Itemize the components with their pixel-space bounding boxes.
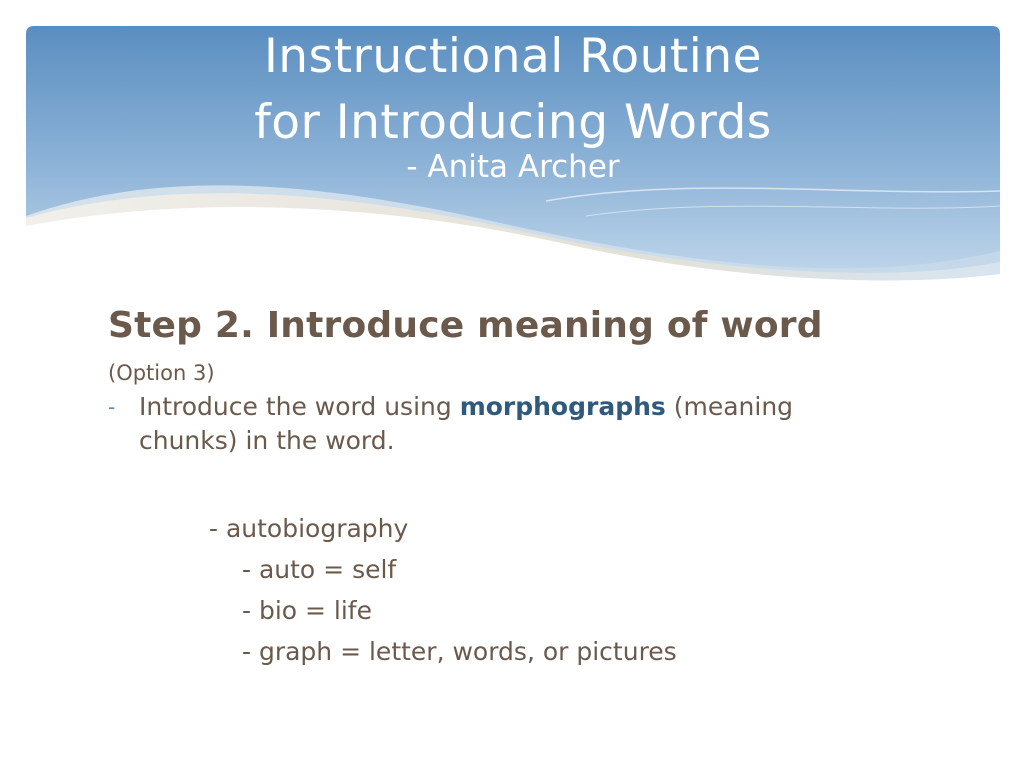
bullet-item: [108, 390, 859, 458]
morph-part-bio: - bio = life: [242, 596, 372, 625]
title-line-2: for Introducing Words: [254, 95, 772, 150]
option-label: (Option 3): [108, 361, 215, 385]
slide-title: [26, 24, 1000, 186]
title-subtitle: - Anita Archer: [406, 149, 620, 185]
step-heading: Step 2. Introduce meaning of word: [108, 305, 823, 346]
morph-part-auto: - auto = self: [242, 555, 397, 584]
bullet-text-before: Introduce the word using: [139, 392, 460, 421]
morph-part-graph: - graph = letter, words, or pictures: [242, 637, 677, 666]
title-line-1: Instructional Routine: [263, 29, 763, 84]
bullet-dash-icon: -: [108, 395, 116, 419]
example-word-list: [108, 508, 908, 672]
slide-body: [108, 300, 908, 672]
bullet-text-after: (meaning chunks) in the word.: [139, 392, 794, 455]
example-word: - autobiography: [209, 514, 409, 543]
bullet-keyword: morphographs: [459, 392, 666, 421]
